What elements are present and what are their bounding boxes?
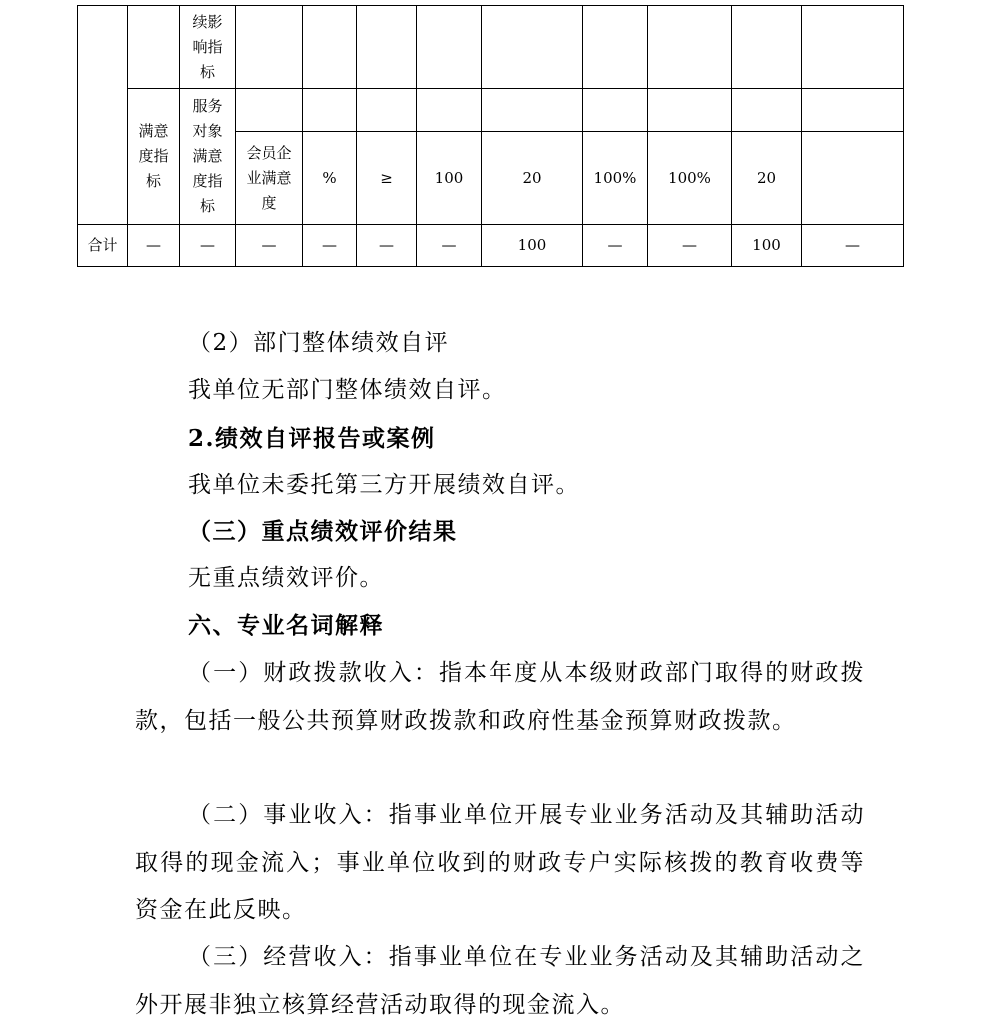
table-cell [732,89,802,132]
table-cell: 20 [482,132,583,225]
table-cell [128,89,180,225]
table-cell: — [802,225,904,267]
paragraph: （三）经营收入：指事业单位在专业业务活动及其辅助活动之外开展非独立核算经营活动取得的现金流入。 [135,944,865,1018]
table-cell [303,89,357,132]
table-cell: — [180,225,236,267]
table-cell [357,6,417,89]
table-cell: % [303,132,357,225]
total-score: 100 [732,225,802,267]
paragraph: 我单位无部门整体绩效自评。 [188,377,507,403]
table-cell [802,132,904,225]
table-cell [648,89,732,132]
table-cell: — [417,225,482,267]
table-cell [303,6,357,89]
table-row [78,225,904,267]
total-weight: 100 [482,225,583,267]
table-cell: 100 [417,132,482,225]
table-cell: — [236,225,303,267]
table-row [78,6,904,89]
table-cell [648,6,732,89]
table-cell: 100% [648,132,732,225]
table-cell: — [648,225,732,267]
table-cell [802,89,904,132]
table-cell [417,89,482,132]
indicator-name: 会员企业满意度 [246,143,292,212]
table-cell: — [303,225,357,267]
section-heading: （三）重点绩效评价结果 [188,518,458,545]
level2-indicator: 满意度指标 [138,122,169,190]
table-cell: — [128,225,180,267]
section-heading: 2.绩效自评报告或案例 [188,425,436,452]
table-cell [180,89,236,225]
table-cell [802,6,904,89]
table-cell: 100% [583,132,648,225]
table-cell [236,6,303,89]
table-cell [78,6,128,225]
table-cell: — [583,225,648,267]
paragraph: （一）财政拨款收入：指本年度从本级财政部门取得的财政拨款，包括一般公共预算财政拨款和政府性基金预算财政拨款。 [135,660,865,734]
table-cell [357,89,417,132]
table-cell [583,6,648,89]
paragraph: 无重点绩效评价。 [188,565,384,591]
total-label: 合计 [78,225,128,267]
table-cell: ≥ [357,132,417,225]
level3-indicator: 服务对象满意度指标 [192,97,223,215]
table-cell [482,89,583,132]
table-cell: 20 [732,132,802,225]
section-heading: （2）部门整体绩效自评 [188,330,450,356]
paragraph: 我单位未委托第三方开展绩效自评。 [188,472,580,498]
table-cell [583,89,648,132]
table-cell [180,6,236,89]
table-cell [482,6,583,89]
performance-table [77,5,904,267]
table-cell [732,6,802,89]
paragraph: （二）事业收入：指事业单位开展专业业务活动及其辅助活动取得的现金流入；事业单位收到的财政专户实际核拨的教育收费等资金在此反映。 [135,802,865,923]
table-cell [236,132,303,225]
section-heading: 六、专业名词解释 [188,612,384,639]
level3-indicator: 续影响指标 [192,12,223,81]
table-cell [236,89,303,132]
table-cell: — [357,225,417,267]
table-cell [417,6,482,89]
table-row [78,89,904,132]
table-cell [128,6,180,89]
